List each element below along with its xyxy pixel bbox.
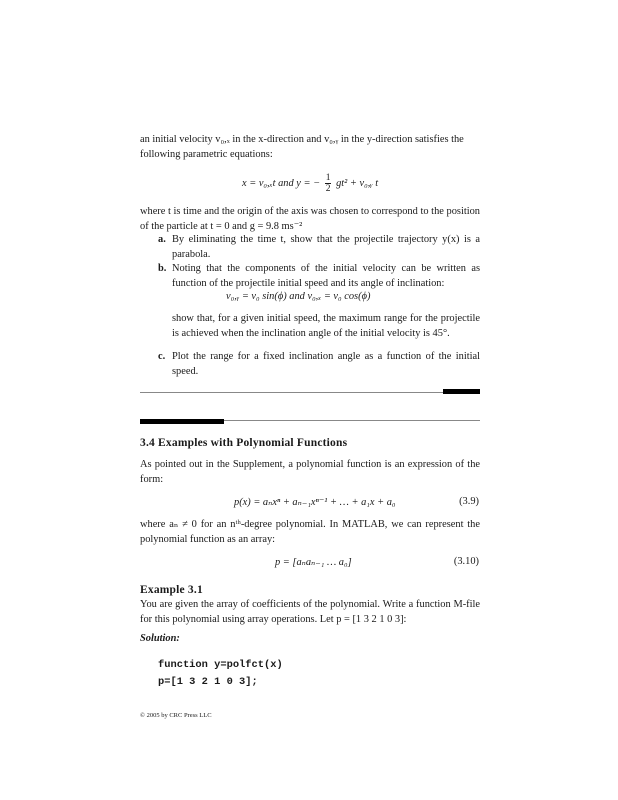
where-paragraph: where t is time and the origin of the axis was chosen to correspond to the position of the particle at t = 0 and g = 9.8 ms⁻²: [140, 206, 480, 232]
example-title: Example 3.1: [140, 584, 203, 596]
intro-line-1: an initial velocity v₀,ₓ in the x-direction and v₀,ᵧ in the y-direction satisfies the: [140, 134, 464, 145]
intro-line-2: following parametric equations:: [140, 148, 273, 160]
exercise-item-a: [158, 233, 480, 262]
fraction-numerator: 1: [325, 173, 331, 183]
box-bottom-bar: [443, 389, 480, 394]
exercise-item-c: [158, 350, 480, 379]
example-text: You are given the array of coefficients of the polynomial. Write a function M-file for this polynomial using array operations. Let p = [1 3 2 1 0 3]:: [140, 599, 480, 625]
copyright-footer: © 2005 by CRC Press LLC: [140, 712, 212, 719]
equation-3-10-number: (3.10): [453, 556, 479, 567]
box-bottom-rule: [140, 392, 480, 393]
motion-equation-left: x = v₀,ₓt and y = −: [242, 177, 321, 189]
one-half-fraction: [325, 173, 332, 194]
item-c-text: Plot the range for a fixed inclination angle as a function of the initial speed.: [172, 351, 480, 377]
equation-3-10: p = [aₙaₙ₋₁ … a₀]: [275, 557, 352, 568]
item-a-label: a.: [158, 234, 166, 245]
box-top-bar: [140, 419, 224, 424]
fraction-denominator: 2: [325, 184, 331, 194]
section-heading: 3.4 Examples with Polynomial Functions: [140, 437, 348, 449]
solution-label: Solution:: [140, 633, 180, 644]
equation-3-9-number: (3.9): [459, 496, 479, 507]
code-line-2: p=[1 3 2 1 0 3];: [158, 676, 258, 688]
section-paragraph-1: As pointed out in the Supplement, a polynomial function is an expression of the form:: [140, 459, 480, 485]
motion-equation: [242, 173, 378, 194]
item-c-label: c.: [158, 351, 166, 362]
intro-paragraph: [140, 133, 480, 162]
item-b-text-2: show that, for a given initial speed, the maximum range for the projectile is achieved when the inclination angle of the initial velocity is 45°.: [172, 313, 480, 339]
item-a-text: By eliminating the time t, show that the projectile trajectory y(x) is a parabola.: [172, 234, 480, 260]
item-b-label: b.: [158, 263, 167, 274]
section-paragraph-2: where aₙ ≠ 0 for an nᵗʰ-degree polynomial. In MATLAB, we can represent the polynomial function as an array:: [140, 519, 480, 545]
exercise-item-b: [158, 262, 480, 291]
motion-equation-right: gt² + v₀,ᵧ t: [336, 177, 379, 189]
item-b-continuation: [172, 312, 480, 341]
item-b-text: Noting that the components of the initial velocity can be written as function of the projectile initial speed and its angle of inclination:: [172, 263, 480, 289]
equation-3-9: p(x) = aₙxⁿ + aₙ₋₁xⁿ⁻¹ + … + a₁x + a₀: [234, 497, 396, 508]
velocity-components-equation: v₀,ᵧ = v₀ sin(ϕ) and v₀,ₓ = v₀ cos(ϕ): [226, 291, 371, 302]
code-line-1: function y=polfct(x): [158, 659, 283, 671]
